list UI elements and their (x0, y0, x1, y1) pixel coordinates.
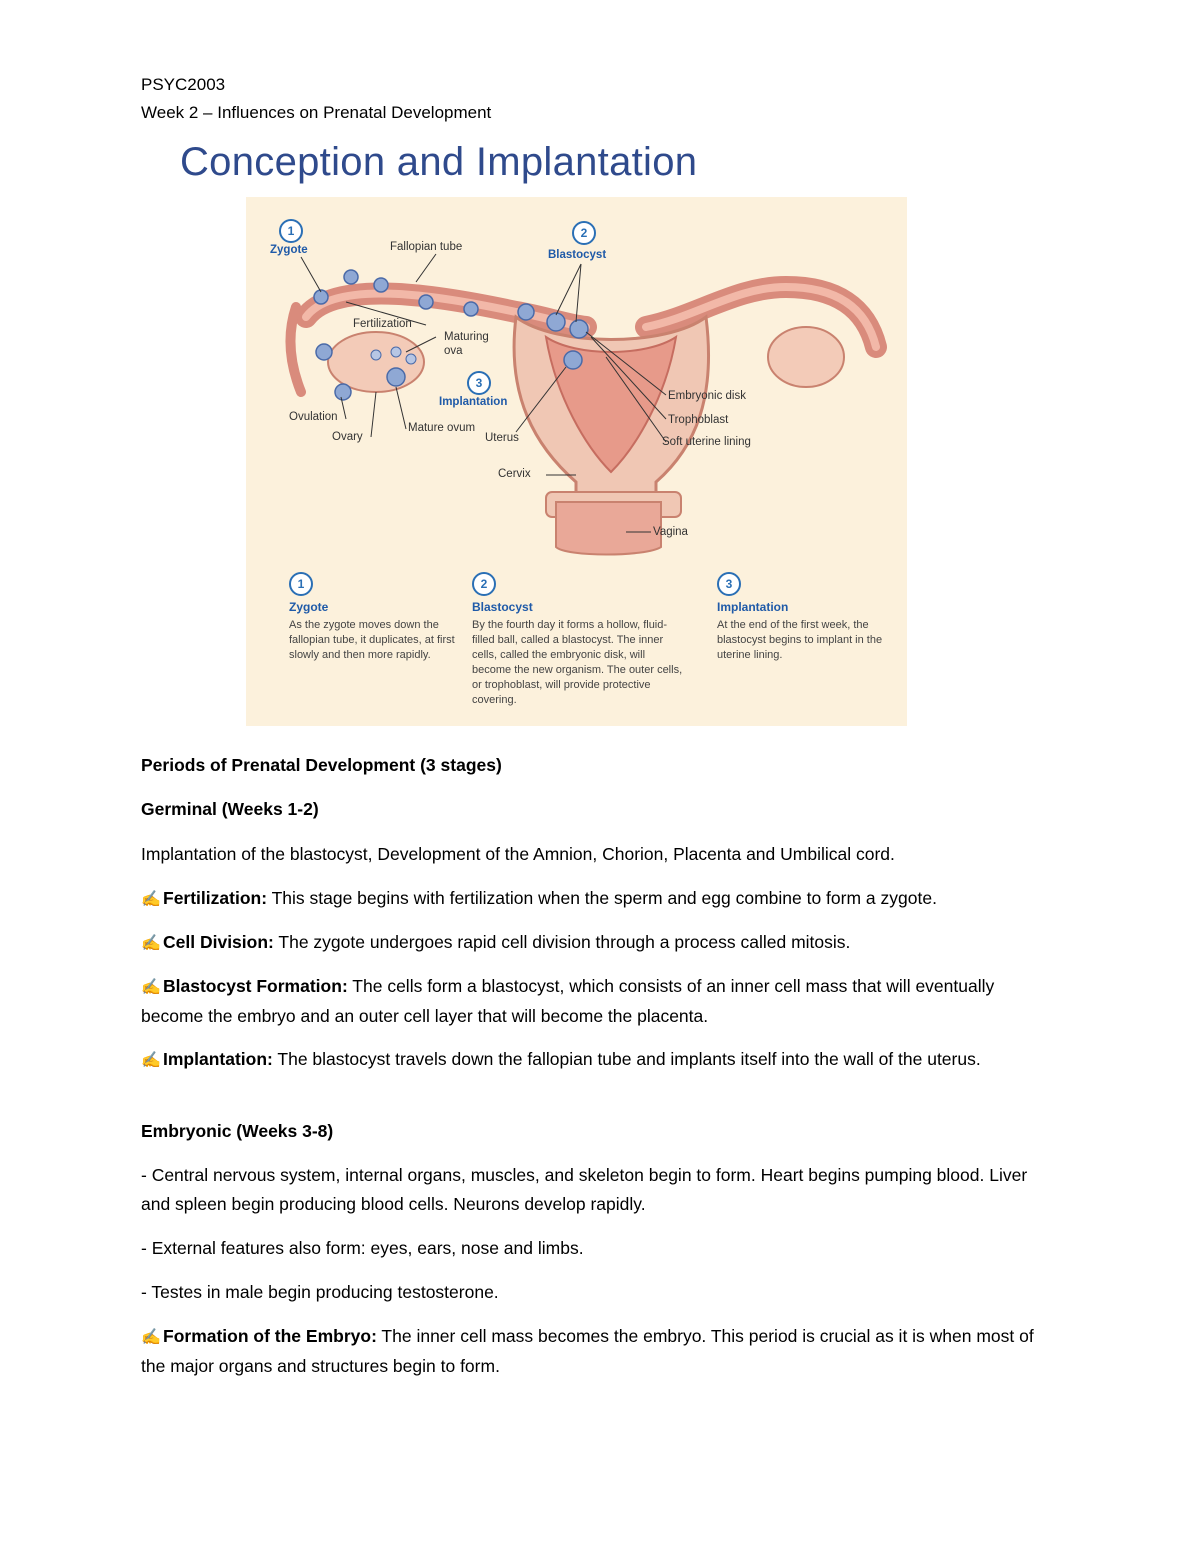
pencil-icon: ✍ (141, 979, 161, 996)
step-blastocyst-text: By the fourth day it forms a hollow, fluid-filled ball, called a blastocyst. The inner cells, called the embryonic disk, will become the new organism. The outer cells, or trophoblast, will provide protective covering. (472, 619, 683, 706)
term-colon: : (261, 888, 268, 908)
germinal-heading: Germinal (Weeks 1-2) (141, 799, 319, 819)
step-zygote-number: 1 (289, 572, 313, 596)
step-implantation (717, 572, 887, 663)
bullet-text: The inner cell mass becomes the embryo. This period is crucial as it is when most of the major organs and structures begin to form. (141, 1326, 1034, 1376)
germinal-intro: Implantation of the blastocyst, Development of the Amnion, Chorion, Placenta and Umbilical cord. (141, 844, 895, 864)
pencil-icon: ✍ (141, 1329, 161, 1346)
term-colon: : (371, 1326, 377, 1346)
bullet-term: Implantation (163, 1049, 268, 1069)
step-blastocyst (472, 572, 687, 708)
step-2-marker: 2 (572, 221, 596, 245)
step-implantation-number: 3 (717, 572, 741, 596)
label-fertilization: Fertilization (353, 318, 412, 330)
bullet-text: This stage begins with fertilization when the sperm and egg combine to form a zygote. (267, 888, 937, 908)
label-vagina: Vagina (653, 526, 688, 538)
bullet-term: Blastocyst Formation (163, 976, 342, 996)
label-ovary: Ovary (332, 431, 363, 443)
step-implantation-text: At the end of the first week, the blastocyst begins to implant in the uterine lining. (717, 619, 883, 661)
pencil-icon: ✍ (141, 935, 161, 952)
embryonic-line-1: - Central nervous system, internal organs, muscles, and skeleton begin to form. Heart begins pumping blood. Liver and spleen begin producing blood cells. Neurons develop rapidly. (141, 1165, 1028, 1214)
label-mature-ovum: Mature ovum (408, 422, 476, 434)
course-code: PSYC2003 (141, 75, 226, 94)
label-cervix: Cervix (498, 468, 531, 480)
embryonic-line-2: - External features also form: eyes, ears, nose and limbs. (141, 1238, 584, 1258)
step-implantation-title: Implantation (717, 600, 789, 614)
step-zygote-title: Zygote (289, 600, 329, 614)
label-trophoblast: Trophoblast (668, 414, 729, 426)
embryonic-line-3: - Testes in male begin producing testosterone. (141, 1282, 499, 1302)
label-ovulation: Ovulation (289, 411, 338, 423)
term-colon: : (268, 932, 274, 952)
bullet-text: The blastocyst travels down the fallopian tube and implants itself into the wall of the uterus. (272, 1049, 981, 1069)
pencil-icon: ✍ (141, 1052, 161, 1069)
label-soft-uterine-lining: Soft uterine lining (662, 436, 751, 448)
bullet-term: Cell Division (163, 932, 269, 952)
ovary-right (768, 327, 844, 387)
label-zygote: Zygote (270, 244, 308, 256)
label-embryonic-disk: Embryonic disk (668, 390, 746, 402)
step-zygote-text: As the zygote moves down the fallopian tube, it duplicates, at first slowly and then more rapidly. (289, 619, 455, 661)
bullet-text: The cells form a blastocyst, which consists of an inner cell mass that will eventually become the embryo and an outer cell layer that will become the placenta. (141, 976, 995, 1026)
week-title: Week 2 – Influences on Prenatal Development (141, 103, 492, 122)
periods-heading: Periods of Prenatal Development (3 stages) (141, 755, 502, 775)
label-implantation: Implantation (439, 396, 508, 408)
embryonic-heading: Embryonic (Weeks 3-8) (141, 1121, 334, 1141)
bullet-term: Formation of the Embryo (163, 1326, 372, 1346)
step-3-marker: 3 (467, 371, 491, 395)
step-blastocyst-title: Blastocyst (472, 600, 533, 614)
step-blastocyst-number: 2 (472, 572, 496, 596)
step-1-marker: 1 (279, 219, 303, 243)
bullet-text: The zygote undergoes rapid cell division through a process called mitosis. (273, 932, 851, 952)
bullet-formation-embryo (141, 1322, 1061, 1381)
bullet-term: Fertilization (163, 888, 262, 908)
label-fallopian-tube: Fallopian tube (390, 241, 463, 253)
bullet-fertilization (141, 884, 1061, 914)
term-colon: : (341, 976, 348, 996)
label-uterus: Uterus (485, 432, 519, 444)
conception-implantation-diagram (246, 197, 907, 726)
bullet-cell-division (141, 928, 1061, 958)
label-maturing-ova: Maturing ova (444, 331, 489, 357)
bullet-implantation (141, 1045, 1061, 1075)
pencil-icon: ✍ (141, 891, 161, 908)
term-colon: : (267, 1049, 273, 1069)
bullet-blastocyst-formation (141, 972, 1061, 1031)
vagina-shape (556, 502, 661, 555)
label-blastocyst: Blastocyst (548, 249, 607, 261)
step-zygote (289, 572, 459, 663)
figure-title: Conception and Implantation (180, 140, 698, 184)
